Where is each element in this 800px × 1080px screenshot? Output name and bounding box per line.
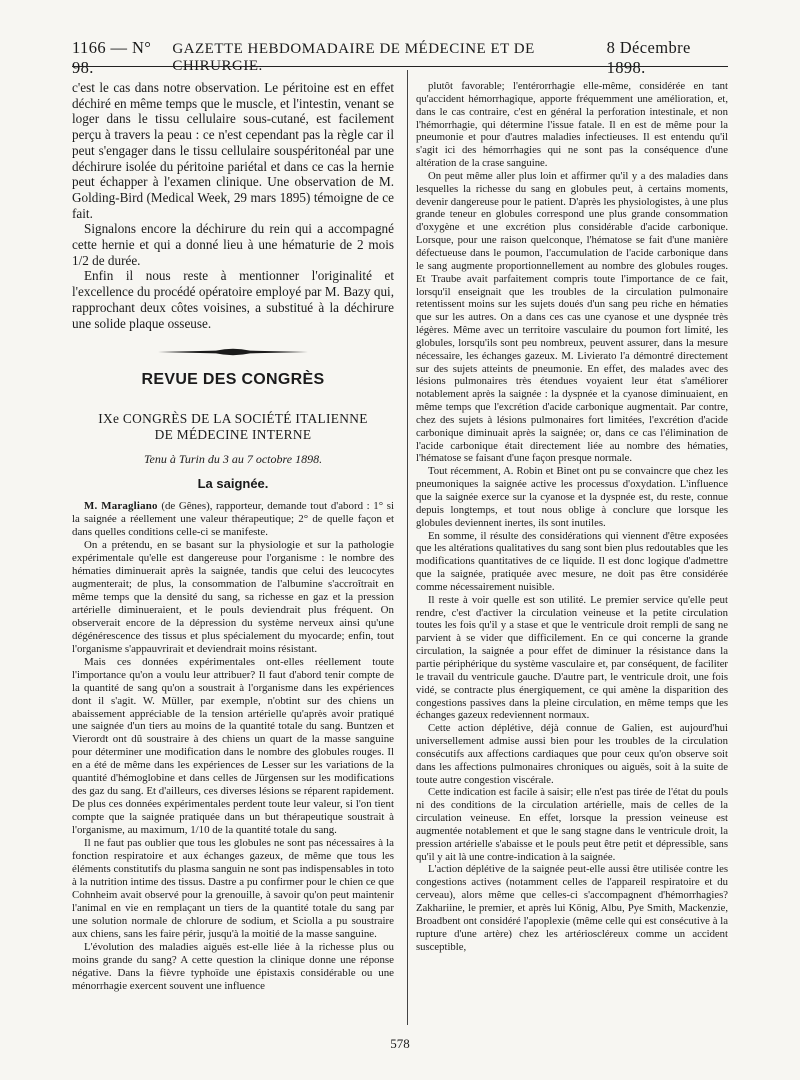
speaker-name: M. Maragliano xyxy=(84,500,158,513)
body-paragraph: Tout récemment, A. Robin et Binet ont pu se convaincre que chez les pneumoniques la saignée active les processus d'oxydation. L'influence que la saignée exerce sur la cyanose et la dyspnée est, du reste, connue depuis longtemps, et tout nous oblige à conclure que lorsque les globules deviennent inertes, ils sont inutiles. xyxy=(416,465,728,529)
body-paragraph: Il reste à voir quelle est son utilité. Le premier service qu'elle peut rendre, c'est d'activer la circulation veineuse et la petite circulation toutes les fois qu'il y a stase et que le ventricule droit rempli de sang ne parvient à se vider que difficilement. En ce qui concerne la grande circulation, la saignée a pour effet de diminuer la résistance dans la partie périphérique du système vasculaire et, par conséquent, de faciliter le travail du ventricule gauche. D'autre part, le ventricule droit, une fois vidé, se contracte plus énergiquement, ce qui amène la disparition des congestions passives dans la pleine circulation, en même temps que les échanges gazeux redeviennent normaux. xyxy=(416,593,728,722)
ornament-divider-icon xyxy=(72,347,394,357)
page-number: 578 xyxy=(390,1036,410,1051)
congress-title xyxy=(72,411,394,443)
body-paragraph: L'action déplétive de la saignée peut-elle aussi être utilisée contre les congestions actives (notamment celles de l'appareil respiratoire et du cerveau), alors même que celles-ci s'accompagnent d'hémorrhagies? Zakhariine, le premier, et après lui König, Albu, Pye Smith, Mackenzie, Broadbent ont considéré l'apoplexie (même celle qui est consécutive à la rupture d'une artère) chez les artérioscléreux comme un accident susceptible, xyxy=(416,863,728,953)
body-paragraph: Cette action déplétive, déjà connue de Galien, est aujourd'hui universellement admise aussi bien pour les troubles de la circulation consécutifs aux affections cardiaques que pour ceux qu'on observe soit dans les affections pulmonaires chroniques ou aiguës, soit à la suite de toute autre congestion viscérale. xyxy=(416,722,728,786)
intro-text xyxy=(72,80,394,331)
article-subhead: La saignée. xyxy=(197,476,269,492)
congress-line: DE MÉDECINE INTERNE xyxy=(154,427,312,443)
speaker-paragraph xyxy=(72,500,394,539)
article-body-right xyxy=(416,80,728,953)
speaker-text: (de Gênes), rapporteur, demande tout d'abord : 1° si la saignée a réellement une valeur thérapeutique; 2° de quelle façon et dans quelles conditions celle-ci se manifeste. xyxy=(72,500,394,539)
page-reference: 1166 — N° 98. xyxy=(72,38,152,77)
body-paragraph: On peut même aller plus loin et affirmer qu'il y a des maladies dans lesquelles la richesse du sang en globules peut, à certains moments, devenir dangereuse pour le patient. D'après les physiologistes, à une plus grande teneur en globules correspond une plus grande consommation d'oxygène et une excrétion plus considérable d'acide carbonique. Lorsque, pour une raison quelconque, l'hématose se fait d'une manière défectueuse dans le poumon, l'accumulation de l'acide carbonique dans le sang augmente proportionnellement au nombre des globules rouges. Et Traube avait parfaitement compris toute l'importance de ce fait, lorsqu'il enseignait que les troubles de la circulation pulmonaire retentissent moins sur les sujets doués d'un sang peu riche en hématies que sur les autres. On a dans ces cas une cyanose et une dyspnée très légères. Même avec un territoire vasculaire du poumon fort limité, les globules, lorsqu'ils sont peu nombreux, peuvent assurer, dans la mesure nécessaire, les échanges gazeux. M. Livierato l'a démontré directement sur des sujets atteints de pneumonie. En effet, des malades avec des lésions pulmonaires très étendues voyaient leur état s'améliorer notablement après la saignée : la dyspnée et la cyanose diminuaient, en même temps que l'excrétion d'acide carbonique augmentait. Par contre, chez des sujets à lésions pulmonaires fort limitées, l'excrétion d'acide carbonique diminuait après la saignée; or, dans ce cas l'élimination de l'acide carbonique était directement liée au nombre des hématies, l'hématose se faisant d'une façon presque normale. xyxy=(416,169,728,465)
right-column xyxy=(416,80,728,953)
congress-line: IXe CONGRÈS DE LA SOCIÉTÉ ITALIENNE xyxy=(98,411,368,427)
body-paragraph: plutôt favorable; l'entérorrhagie elle-même, considérée en tant qu'accident hémorrhagique, apporte fréquemment une amélioration, et, dans le cas contraire, c'est en général la perforation intestinale, et non l'hémorrhagie, qui détermine l'issue fatale. Il en est de même pour la pneumonie et pour d'autres maladies infectieuses. Il est entendu qu'il s'agit ici des hémorrhagies qui ne sont pas la conséquence d'une altération de la crase sanguine. xyxy=(416,80,728,170)
running-header xyxy=(72,38,728,77)
body-paragraph: Il ne faut pas oublier que tous les globules ne sont pas nécessaires à la fonction respiratoire et aux échanges gazeux, de même que tous les éléments constitutifs du plasma sanguin ne sont pas indispensables in toto à la nutrition intime des tissus. Dastre a pu confirmer pour le chien ce que Cohnheim avait observé pour la grenouille, à savoir qu'on peut maintenir l'animal en vie en remplaçant un tiers de la quantité totale du sang par une solution normale de chlorure de sodium, et Sciolla a pu soustraire aux chiens, sans les faire périr, jusqu'à la moitié de la masse sanguine. xyxy=(72,837,394,940)
journal-title: GAZETTE HEBDOMADAIRE DE MÉDECINE ET DE CHIRURGIE. xyxy=(172,41,535,74)
intro-paragraph: Enfin il nous reste à mentionner l'originalité et l'excellence du procédé opératoire employé par M. Bazy qui, rapprochant deux côtes voisines, a substitué à la déchirure une solide plaque osseuse. xyxy=(72,268,394,331)
intro-paragraph: c'est le cas dans notre observation. Le péritoine est en effet déchiré en même temps que le muscle, et l'intestin, venant se loger dans le tissu cellulaire sous-cutané, est facilement perçu à travers la peau : ce n'est cependant pas la règle car il peut s'engager dans le tissu cellulaire souspéritonéal par une déchirure isolée du péritoine pariétal et dans ce cas la hernie peut échapper à l'examen clinique. Une observation de M. Golding-Bird (Medical Week, 29 mars 1895) témoigne de ce fait. xyxy=(72,80,394,221)
issue-date: 8 Décembre 1898. xyxy=(606,38,691,77)
body-paragraph: On a prétendu, en se basant sur la physiologie et sur la pathologie expérimentale qu'elle est dangereuse pour l'organisme : le nombre des hématies diminuerait après la saignée, tandis que celui des leucocytes augmenterait; de plus, la consommation de l'albumine s'accroîtrait en même temps que la densité du sang, sa richesse en gaz et la pression artérielle diminueraient, et le pouls deviendrait plus fréquent. On observerait encore de la dépression du système nerveux ainsi qu'une dégénérescence des tissus et plus spécialement du myocarde; enfin, tout l'organisme s'appauvrirait et deviendrait moins résistant. xyxy=(72,539,394,655)
section-title: REVUE DES CONGRÈS xyxy=(141,371,325,389)
body-paragraph: L'évolution des maladies aiguës est-elle liée à la richesse plus ou moins grande du sang? A cette question la clinique donne une réponse négative. Dans la fièvre typhoïde une épistaxis considérable ou une ménorrhagie exercent souvent une influence xyxy=(72,940,394,992)
body-paragraph: En somme, il résulte des considérations qui viennent d'être exposées que les altérations qualitatives du sang sont bien plus redoutables que les modifications quantitatives de ce liquide. Il est donc logique d'admettre que la saignée, pratiquée avec mesure, ne doit pas être considérée comme nécessairement nuisible. xyxy=(416,529,728,593)
congress-venue: Tenu à Turin du 3 au 7 octobre 1898. xyxy=(143,452,323,467)
intro-paragraph: Signalons encore la déchirure du rein qui a accompagné cette hernie et qui a donné lieu à une hématurie de 2 mois 1/2 de durée. xyxy=(72,221,394,268)
left-column xyxy=(72,80,394,992)
header-rule xyxy=(72,66,728,67)
article-body-left xyxy=(72,500,394,992)
column-divider xyxy=(407,70,408,1025)
body-paragraph: Mais ces données expérimentales ont-elles réellement toute l'importance qu'on a voulu leur attribuer? Il faut d'abord tenir compte de la quantité de sang qu'on a soustrait à l'organisme dans les expériences dont il s'agit. W. Müller, par exemple, n'obtint sur des chiens un abaissement appréciable de la tension artérielle qu'après avoir pratiqué une saignée d'un tiers au moins de la quantité totale du sang. Buntzen et Vierordt ont dû soustraire à des chiens un quart de la masse sanguine pour déterminer une modification dans le nombre des globules rouges. Il en a été de même dans les expériences de Lesser sur les variations de la quantité d'hémoglobine et dans celles de Jürgensen sur les modifications des gaz du sang. Et d'ailleurs, ces diverses lésions se réparent rapidement. De plus ces données expérimentales perdent toute leur valeur, si l'on tient compte que la saignée pratiquée dans un but thérapeutique soustrait à l'organisme, au maximum, 1/10 de la quantité totale du sang. xyxy=(72,655,394,837)
body-paragraph: Cette indication est facile à saisir; elle n'est pas tirée de l'état du pouls ni des conditions de la circulation artérielle, mais de celles de la circulation veineuse. En effet, lorsque la pression veineuse est augmentée notablement et que le sang stagne dans le ventricule droit, la pression artérielle s'abaisse et le pouls peut être petit et dépressible, sans qu'il y ait là une contre-indication à la saignée. xyxy=(416,786,728,863)
